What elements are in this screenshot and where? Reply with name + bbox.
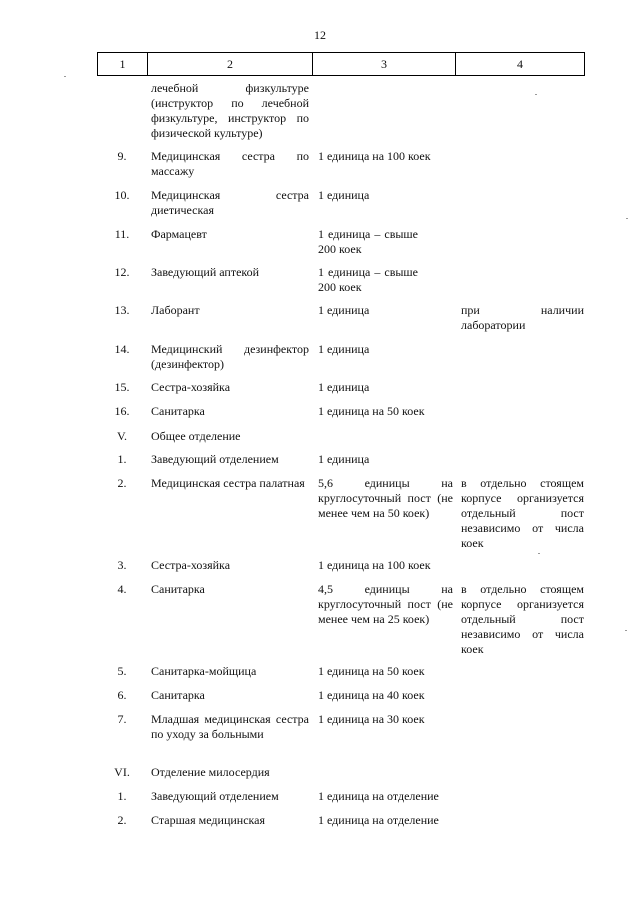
row-number: 1.: [117, 452, 127, 466]
page-number: 12: [314, 28, 326, 42]
row-number: 16.: [114, 404, 130, 418]
row-position: Медицинская сестра палатная: [151, 476, 305, 490]
row-number: 10.: [114, 188, 130, 202]
row-number: 5.: [117, 664, 127, 678]
row-norm: 5,6 единицы на круглосуточный пост (не менее чем на 50 коек): [318, 476, 453, 520]
row-number: 12.: [114, 265, 130, 279]
row-number: 9.: [117, 149, 127, 163]
row-position: Сестра-хозяйка: [151, 558, 231, 572]
row-number: 1.: [117, 789, 127, 803]
row-position: Заведующий отделением: [151, 452, 279, 466]
row-norm: 1 единица на 50 коек: [318, 404, 425, 418]
row-position: Медицинский дезинфектор (дезинфектор): [151, 342, 309, 371]
row-note: при наличии лаборатории: [461, 303, 584, 332]
row-note: в отдельно стоящем корпусе организуется отдельный пост независимо от числа коек: [461, 476, 584, 550]
row-norm: 1 единица на 40 коек: [318, 688, 425, 702]
row-norm: 4,5 единицы на круглосуточный пост (не менее чем на 25 коек): [318, 582, 453, 626]
row-number: 6.: [117, 688, 127, 702]
row-number: 4.: [117, 582, 127, 596]
row-number: 11.: [114, 227, 130, 241]
scan-speck: [625, 630, 627, 631]
row-norm: 1 единица: [318, 452, 370, 466]
row-position: Санитарка: [151, 582, 205, 596]
row-position: Санитарка-мойщица: [151, 664, 257, 678]
row-position: Заведующий аптекой: [151, 265, 260, 279]
section-title: Общее отделение: [151, 429, 241, 443]
row-norm: 1 единица – свыше 200 коек: [318, 227, 418, 256]
row-number: 7.: [117, 712, 127, 726]
row-position: лечебной физкультуре (инструктор по лечебной физкультуре, инструктор по физической культуре): [151, 81, 309, 140]
row-norm: 1 единица на 30 коек: [318, 712, 425, 726]
row-norm: 1 единица: [318, 342, 370, 356]
row-norm: 1 единица: [318, 303, 370, 317]
scan-speck: [535, 94, 537, 95]
row-position: Младшая медицинская сестра по уходу за больными: [151, 712, 309, 741]
scan-speck: [64, 76, 66, 77]
row-norm: 1 единица на отделение: [318, 789, 439, 803]
section-number: VI.: [114, 765, 130, 779]
header-col-3: 3: [313, 53, 456, 75]
row-norm: 1 единица – свыше 200 коек: [318, 265, 418, 294]
scan-speck: [538, 553, 540, 554]
header-col-4: 4: [517, 56, 523, 71]
row-position: Медицинская сестра по массажу: [151, 149, 309, 178]
row-position: Сестра-хозяйка: [151, 380, 231, 394]
row-note: в отдельно стоящем корпусе организуется отдельный пост независимо от числа коек: [461, 582, 584, 656]
header-col-1: 1: [98, 53, 148, 75]
row-number: 13.: [114, 303, 130, 317]
section-number: V.: [116, 429, 128, 443]
row-norm: 1 единица на 50 коек: [318, 664, 425, 678]
header-col-2: 2: [148, 53, 313, 75]
row-norm: 1 единица: [318, 380, 370, 394]
row-position: Санитарка: [151, 688, 205, 702]
row-norm: 1 единица на 100 коек: [318, 558, 431, 572]
section-title: Отделение милосердия: [151, 765, 270, 779]
row-norm: 1 единица на отделение: [318, 813, 439, 827]
row-position: Медицинская сестра диетическая: [151, 188, 309, 217]
row-number: 14.: [114, 342, 130, 356]
row-position: Лаборант: [151, 303, 200, 317]
row-number: 3.: [117, 558, 127, 572]
scan-speck: [626, 218, 628, 219]
row-position: Санитарка: [151, 404, 205, 418]
row-number: 2.: [117, 476, 127, 490]
row-number: 15.: [114, 380, 130, 394]
row-number: 2.: [117, 813, 127, 827]
row-position: Заведующий отделением: [151, 789, 279, 803]
row-norm: 1 единица на 100 коек: [318, 149, 431, 163]
row-position: Старшая медицинская: [151, 813, 266, 827]
row-position: Фармацевт: [151, 227, 207, 241]
row-norm: 1 единица: [318, 188, 370, 202]
